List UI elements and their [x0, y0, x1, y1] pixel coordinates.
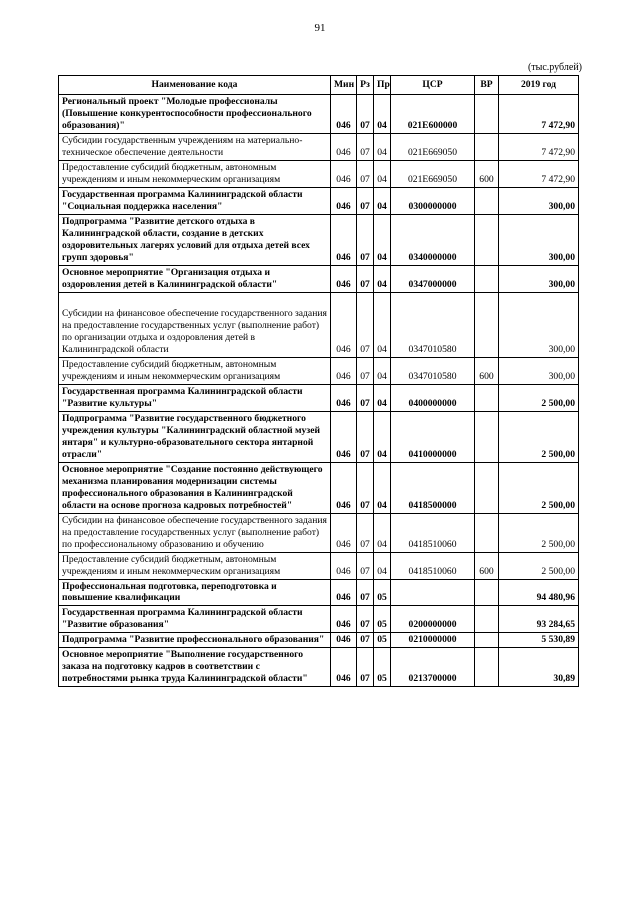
row-min: 046 [331, 160, 357, 187]
table-row [59, 265, 579, 292]
row-csr: 021E669050 [391, 133, 475, 160]
row-name: Региональный проект "Молодые профессионалы (Повышение конкурентоспособности профессионального образования)" [59, 95, 331, 134]
row-csr: 0210000000 [391, 633, 475, 648]
row-csr: 0300000000 [391, 187, 475, 214]
row-vr [475, 292, 499, 357]
row-rz: 07 [357, 187, 374, 214]
row-amount: 93 284,65 [499, 606, 579, 633]
header-year: 2019 год [499, 76, 579, 95]
table-row [59, 606, 579, 633]
row-rz: 07 [357, 579, 374, 606]
row-pr: 04 [374, 384, 391, 411]
row-name: Предоставление субсидий бюджетным, автономным учреждениям и иным некоммерческим организациям [59, 357, 331, 384]
row-name: Подпрограмма "Развитие детского отдыха в Калининградской области, создание в детских оздоровительных лагерях условий для отдыха детей всех групп здоровья" [59, 214, 331, 265]
budget-table [58, 75, 579, 687]
header-vr: ВР [475, 76, 499, 95]
table-row [59, 462, 579, 513]
row-csr: 0347010580 [391, 357, 475, 384]
row-min: 046 [331, 265, 357, 292]
row-pr: 04 [374, 462, 391, 513]
row-vr [475, 606, 499, 633]
table-row [59, 214, 579, 265]
row-amount: 30,89 [499, 648, 579, 687]
row-min: 046 [331, 357, 357, 384]
table-body [59, 95, 579, 687]
row-min: 046 [331, 411, 357, 462]
row-csr: 0200000000 [391, 606, 475, 633]
header-min: Мин [331, 76, 357, 95]
row-pr: 05 [374, 633, 391, 648]
row-vr [475, 265, 499, 292]
table-row [59, 187, 579, 214]
row-amount: 7 472,90 [499, 95, 579, 134]
row-name: Основное мероприятие "Создание постоянно действующего механизма планирования модернизации системы профессионального образования в Калининградской области на основе прогноза кадровых потребностей" [59, 462, 331, 513]
table-row [59, 552, 579, 579]
row-amount: 2 500,00 [499, 513, 579, 552]
row-vr [475, 214, 499, 265]
header-pr: Пр [374, 76, 391, 95]
row-min: 046 [331, 513, 357, 552]
row-amount: 5 530,89 [499, 633, 579, 648]
row-min: 046 [331, 95, 357, 134]
row-rz: 07 [357, 648, 374, 687]
row-name: Субсидии на финансовое обеспечение государственного задания на предоставление государственных услуг (выполнение работ) по профессиональному образованию и обучению [59, 513, 331, 552]
row-csr: 0400000000 [391, 384, 475, 411]
row-amount: 2 500,00 [499, 462, 579, 513]
row-rz: 07 [357, 160, 374, 187]
row-name: Профессиональная подготовка, переподготовка и повышение квалификации [59, 579, 331, 606]
row-min: 046 [331, 187, 357, 214]
row-vr: 600 [475, 357, 499, 384]
page-number: 91 [314, 22, 326, 34]
table-row [59, 133, 579, 160]
row-min: 046 [331, 552, 357, 579]
row-csr: 0418500000 [391, 462, 475, 513]
row-name: Государственная программа Калининградской области "Развитие образования" [59, 606, 331, 633]
row-rz: 07 [357, 133, 374, 160]
table-row [59, 411, 579, 462]
table-row [59, 633, 579, 648]
row-csr: 0213700000 [391, 648, 475, 687]
row-pr: 04 [374, 411, 391, 462]
row-name: Государственная программа Калининградской области "Социальная поддержка населения" [59, 187, 331, 214]
row-name: Субсидии на финансовое обеспечение государственного задания на предоставление государственных услуг (выполнение работ) по организации отдыха и оздоровления детей в Калининградской области [59, 292, 331, 357]
row-csr: 0410000000 [391, 411, 475, 462]
table-row [59, 160, 579, 187]
row-amount: 300,00 [499, 265, 579, 292]
row-vr [475, 411, 499, 462]
row-min: 046 [331, 606, 357, 633]
row-name: Субсидии государственным учреждениям на материально-техническое обеспечение деятельности [59, 133, 331, 160]
row-amount: 94 480,96 [499, 579, 579, 606]
row-csr: 021E600000 [391, 95, 475, 134]
row-name: Основное мероприятие "Выполнение государственного заказа на подготовку кадров в соответствии с потребностями рынка труда Калининградской области" [59, 648, 331, 687]
table-row [59, 292, 579, 357]
row-name: Подпрограмма "Развитие профессионального образования" [59, 633, 331, 648]
row-pr: 04 [374, 214, 391, 265]
row-pr: 04 [374, 265, 391, 292]
row-rz: 07 [357, 462, 374, 513]
row-amount: 300,00 [499, 292, 579, 357]
row-amount: 7 472,90 [499, 133, 579, 160]
units-label: (тыс.рублей) [527, 62, 582, 73]
row-rz: 07 [357, 606, 374, 633]
row-pr: 05 [374, 606, 391, 633]
row-name: Предоставление субсидий бюджетным, автономным учреждениям и иным некоммерческим организациям [59, 552, 331, 579]
row-pr: 04 [374, 357, 391, 384]
row-rz: 07 [357, 357, 374, 384]
row-min: 046 [331, 462, 357, 513]
row-min: 046 [331, 633, 357, 648]
table-row [59, 579, 579, 606]
row-amount: 300,00 [499, 187, 579, 214]
row-vr [475, 133, 499, 160]
row-rz: 07 [357, 384, 374, 411]
row-csr: 021E669050 [391, 160, 475, 187]
row-vr [475, 95, 499, 134]
row-pr: 04 [374, 95, 391, 134]
row-name: Подпрограмма "Развитие государственного бюджетного учреждения культуры "Калининградский областной музей янтаря" и культурно-образовательного сектора янтарной отрасли" [59, 411, 331, 462]
row-rz: 07 [357, 552, 374, 579]
row-pr: 04 [374, 513, 391, 552]
table-row [59, 95, 579, 134]
row-csr: 0418510060 [391, 513, 475, 552]
row-csr: 0418510060 [391, 552, 475, 579]
row-min: 046 [331, 292, 357, 357]
row-min: 046 [331, 214, 357, 265]
row-rz: 07 [357, 411, 374, 462]
header-rz: Рз [357, 76, 374, 95]
row-pr: 04 [374, 160, 391, 187]
row-rz: 07 [357, 633, 374, 648]
row-amount: 2 500,00 [499, 384, 579, 411]
table-row [59, 648, 579, 687]
row-vr: 600 [475, 160, 499, 187]
row-csr [391, 579, 475, 606]
row-rz: 07 [357, 265, 374, 292]
table-header [59, 76, 579, 95]
row-min: 046 [331, 384, 357, 411]
row-vr [475, 579, 499, 606]
row-vr [475, 187, 499, 214]
row-pr: 04 [374, 552, 391, 579]
row-csr: 0347010580 [391, 292, 475, 357]
row-csr: 0340000000 [391, 214, 475, 265]
row-pr: 05 [374, 579, 391, 606]
row-vr [475, 462, 499, 513]
row-rz: 07 [357, 513, 374, 552]
row-name: Предоставление субсидий бюджетным, автономным учреждениям и иным некоммерческим организациям [59, 160, 331, 187]
row-amount: 7 472,90 [499, 160, 579, 187]
row-amount: 300,00 [499, 214, 579, 265]
row-pr: 04 [374, 133, 391, 160]
row-amount: 2 500,00 [499, 411, 579, 462]
row-csr: 0347000000 [391, 265, 475, 292]
row-amount: 2 500,00 [499, 552, 579, 579]
row-vr [475, 513, 499, 552]
row-pr: 05 [374, 648, 391, 687]
row-min: 046 [331, 648, 357, 687]
row-pr: 04 [374, 187, 391, 214]
row-vr [475, 648, 499, 687]
row-name: Государственная программа Калининградской области "Развитие культуры" [59, 384, 331, 411]
header-name: Наименование кода [59, 76, 331, 95]
row-vr [475, 384, 499, 411]
table-row [59, 357, 579, 384]
row-min: 046 [331, 579, 357, 606]
row-rz: 07 [357, 292, 374, 357]
row-name: Основное мероприятие "Организация отдыха и оздоровления детей в Калининградской области" [59, 265, 331, 292]
table-row [59, 384, 579, 411]
row-amount: 300,00 [499, 357, 579, 384]
table-row [59, 513, 579, 552]
row-vr [475, 633, 499, 648]
row-pr: 04 [374, 292, 391, 357]
header-csr: ЦСР [391, 76, 475, 95]
row-min: 046 [331, 133, 357, 160]
row-rz: 07 [357, 95, 374, 134]
row-rz: 07 [357, 214, 374, 265]
row-vr: 600 [475, 552, 499, 579]
